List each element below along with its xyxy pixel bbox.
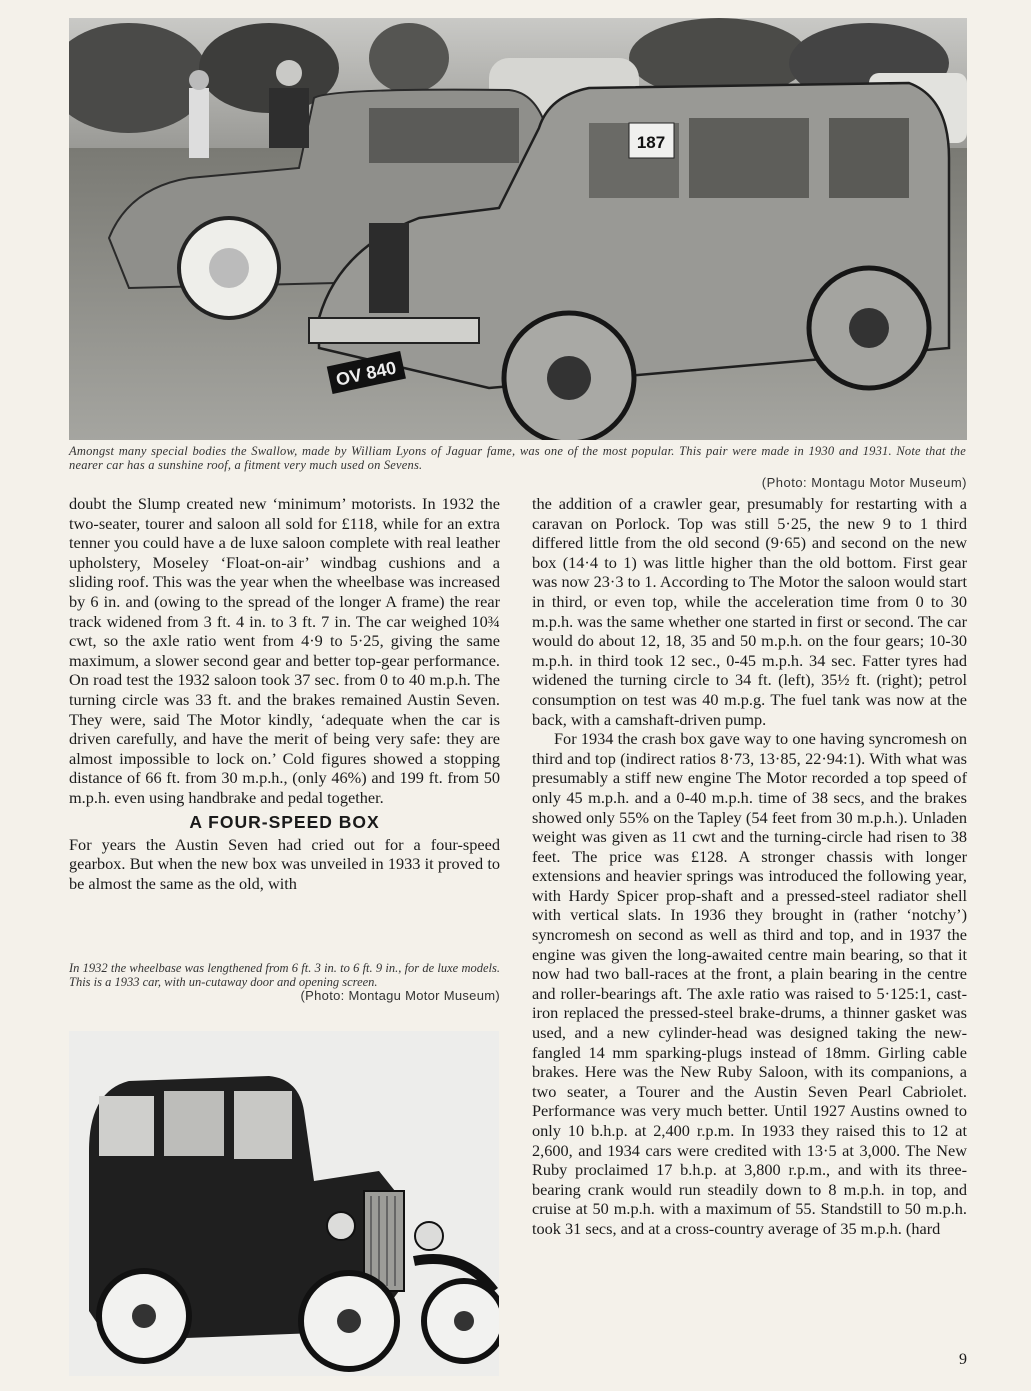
bottom-caption <box>69 961 500 1003</box>
plate-text: OV 840 <box>334 357 399 390</box>
page-number: 9 <box>959 1351 967 1368</box>
right-paragraph-1: the addition of a crawler gear, presumably for restarting with a caravan on Porlock. Top was still 5·25, the new 9 to 1 third differed little from the old second (9·65) and second on the new box (14·4 to 1) was little higher than the old bottom. First gear was now 23·3 to 1. According to The Motor the saloon would start in third, or even top, while the acceleration time from 0 to 30 m.p.h. was the same whether one started in first or second. The car would do about 12, 18, 35 and 50 m.p.h. on the four gears; 10-30 m.p.h. in third took 12 sec., 0-45 m.p.h. 34 sec. Fatter tyres had widened the turning circle to 34 ft. (left), 35½ ft. (right); petrol consumption on test was 40 m.p.g. The fuel tank was now at the back, with a camshaft-driven pump. <box>532 494 967 729</box>
left-paragraph-1: doubt the Slump created new ‘minimum’ motorists. In 1932 the two-seater, tourer and saloon all sold for £118, while for an extra tenner you could have a de luxe saloon complete with real leather upholstery, Moseley ‘Float-on-air’ windbag cushions and a sliding roof. This was the year when the wheelbase was increased by 6 in. and (owing to the spread of the longer A frame) the rear track widened from 3 ft. 4 in. to 3 ft. 7 in. The car weighed 10¾ cwt, so the axle ratio went from 4·9 to 5·25, giving the same maximum, a slower second gear and better top-gear performance. On road test the 1932 saloon took 37 sec. from 0 to 40 m.p.h. The turning circle was 33 ft. and the brakes remained Austin Seven. They were, said The Motor kindly, ‘adequate when the car is driven carefully, and have the merit of being very safe: they are almost impossible to lock on.’ Cold figures showed a stopping distance of 66 ft. from 30 m.p.h., (only 46%) and 199 ft. from 50 m.p.h. even using handbrake and pedal together. <box>69 494 500 807</box>
swallow-cars-photo <box>69 18 967 440</box>
bottom-photo <box>69 1031 499 1376</box>
right-paragraph-2: For 1934 the crash box gave way to one having syncromesh on third and top (indirect ratios 8·73, 13·85, 22·94:1). With what was presumably a stiff new engine The Motor recorded a top speed of only 45 m.p.h. and a 0-40 m.p.h. time of 38 secs, and the brakes showed only 55% on the Tapley (54 feet from 30 m.p.h.). Unladen weight was given as 11 cwt and the turning-circle had risen to 38 feet. The price was £128. A stronger chassis with longer extensions and heavier springs was introduced the following year, with Hardy Spicer prop-shaft and a pressed-steel radiator shell with vertical slats. In 1936 they brought in (rather ‘notchy’) syncromesh on second as well as third and top, and in 1937 the engine was given the long-awaited centre main bearing, so that it now had two ball-races at the front, a plain bearing in the centre and roller-bearings aft. The axle ratio was raised to 5·125:1, cast-iron replaced the pressed-steel brake-drums, a thinner gasket was used, and a new cylinder-head was designed taking the new-fangled 14 mm sparking-plugs instead of 18mm. Girling cable brakes. Here was the New Ruby Saloon, with its companions, a two seater, a Tourer and the Austin Seven Pearl Cabriolet. Performance was very much better. Until 1927 Austins owned to only 10 b.h.p. at 2,400 r.p.m. In 1933 they raised this to 12 at 2,600, and 1934 cars were credited with 13·5 at 3,000. The New Ruby proclaimed 17 b.h.p. at 3,800 r.p.m., and with its three-bearing crank would run steadily down to 8 m.p.h. in top, and cruise at 50 m.p.h. with a maximum of 55. Standstill to 50 m.p.h. took 31 secs, and at a cross-country average of 35 m.p.h. (hard <box>532 729 967 1238</box>
top-photo-credit: (Photo: Montagu Motor Museum) <box>761 475 967 490</box>
austin-seven-saloon-photo <box>69 1031 499 1376</box>
top-caption: Amongst many special bodies the Swallow, made by William Lyons of Jaguar fame, was one of the most popular. This pair were made in 1930 and 1931. Note that the nearer car has a sunshine roof, a fitment very much used on Sevens. <box>69 444 966 472</box>
left-column <box>69 494 500 893</box>
top-photo <box>69 18 967 440</box>
bottom-photo-credit: (Photo: Montagu Motor Museum) <box>300 988 500 1003</box>
left-paragraph-2: For years the Austin Seven had cried out for a four-speed gearbox. But when the new box was unveiled in 1933 it proved to be almost the same as the old, with <box>69 834 500 893</box>
entry-number: 187 <box>636 133 666 152</box>
section-heading: A FOUR-SPEED BOX <box>189 811 380 832</box>
bottom-caption-text: In 1932 the wheelbase was lengthened from 6 ft. 3 in. to 6 ft. 9 in., for de luxe models. This is a 1933 car, with un-cutaway door and opening screen. <box>69 961 500 989</box>
right-column <box>532 494 967 1239</box>
